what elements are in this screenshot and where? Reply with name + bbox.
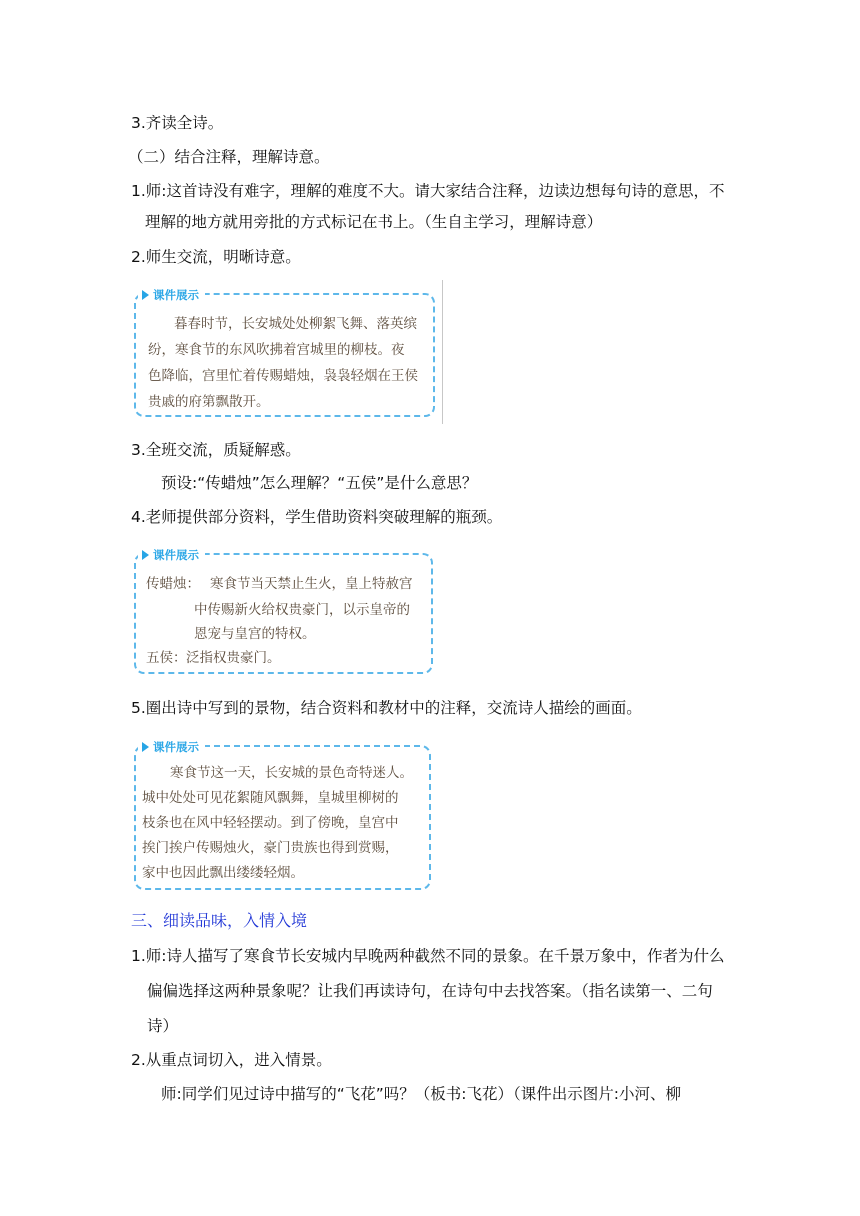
box3-line-1: 寒食节这一天，长安城的景色奇特迷人。 [170,765,413,781]
step-teacher-instruction-line2: 理解的地方就用旁批的方式标记在书上。（生自主学习，理解诗意） [145,213,603,231]
glossary-term-candles: 传蜡烛： [146,576,200,592]
box3-line-5: 家中也因此飘出缕缕轻烟。 [142,865,304,881]
section-subheading-annotations: （二）结合注释，理解诗意。 [128,148,330,166]
courseware-tag [138,286,205,304]
divider-line [442,280,443,424]
glossary-term-five-marquises: 五侯： [146,650,187,666]
box1-line-4: 贵戚的府第飘散开。 [148,394,270,410]
courseware-tag [138,738,205,756]
glossary-def-candles-3: 恩宠与皇宫的特权。 [194,626,316,642]
box3-line-2: 城中处处可见花絮随风飘舞，皇城里柳树的 [142,790,399,806]
teacher-flying-flowers: 师:同学们见过诗中描写的“飞花”吗？（板书:飞花）（课件出示图片:小河、柳 [161,1085,681,1103]
step-teacher-student-exchange: 2.师生交流，明晰诗意。 [131,248,301,266]
courseware-tag [138,546,205,564]
step-circle-scenery: 5.圈出诗中写到的景物，结合资料和教材中的注释，交流诗人描绘的画面。 [131,699,642,717]
step-teacher-question-line1: 1.师:诗人描写了寒食节长安城内早晚两种截然不同的景象。在千景万象中，作者为什么 [131,947,725,965]
play-triangle-icon [142,550,149,560]
box3-line-4: 挨门挨户传赐烛火，豪门贵族也得到赏赐， [142,840,399,856]
box1-line-3: 色降临，宫里忙着传赐蜡烛，袅袅轻烟在王侯 [148,368,418,384]
step-teacher-materials: 4.老师提供部分资料，学生借助资料突破理解的瓶颈。 [131,508,503,526]
step-teacher-question-line3: 诗） [147,1017,179,1035]
line-reading-together: 3.齐读全诗。 [131,114,224,132]
section-heading-close-reading: 三、细读品味，入情入境 [131,911,308,930]
courseware-tag-label: 课件展示 [153,740,199,754]
step-key-words: 2.从重点词切入，进入情景。 [131,1051,332,1069]
step-teacher-instruction-line1: 1.师:这首诗没有难字，理解的难度不大。请大家结合注释，边读边想每句诗的意思，不 [131,182,725,200]
step-class-discussion: 3.全班交流，质疑解惑。 [131,441,301,459]
courseware-tag-label: 课件展示 [153,288,199,302]
play-triangle-icon [142,290,149,300]
glossary-def-candles-1: 寒食节当天禁止生火，皇上特赦宫 [210,576,413,592]
courseware-box-2 [134,548,433,674]
courseware-tag-label: 课件展示 [153,548,199,562]
glossary-def-five-marquises: 泛指权贵豪门。 [186,650,281,666]
courseware-box-3 [134,740,431,890]
box1-line-1: 暮春时节，长安城处处柳絮飞舞、落英缤 [174,316,417,332]
preset-questions: 预设:“传蜡烛”怎么理解？“五侯”是什么意思？ [161,474,478,492]
courseware-box-1 [134,288,435,417]
play-triangle-icon [142,742,149,752]
step-teacher-question-line2: 偏偏选择这两种景象呢？让我们再读诗句，在诗句中去找答案。（指名读第一、二句 [147,982,713,1000]
box1-line-2: 纷，寒食节的东风吹拂着宫城里的柳枝。夜 [148,342,405,358]
box3-line-3: 枝条也在风中轻轻摆动。到了傍晚，皇宫中 [142,815,399,831]
glossary-def-candles-2: 中传赐新火给权贵豪门，以示皇帝的 [194,602,410,618]
